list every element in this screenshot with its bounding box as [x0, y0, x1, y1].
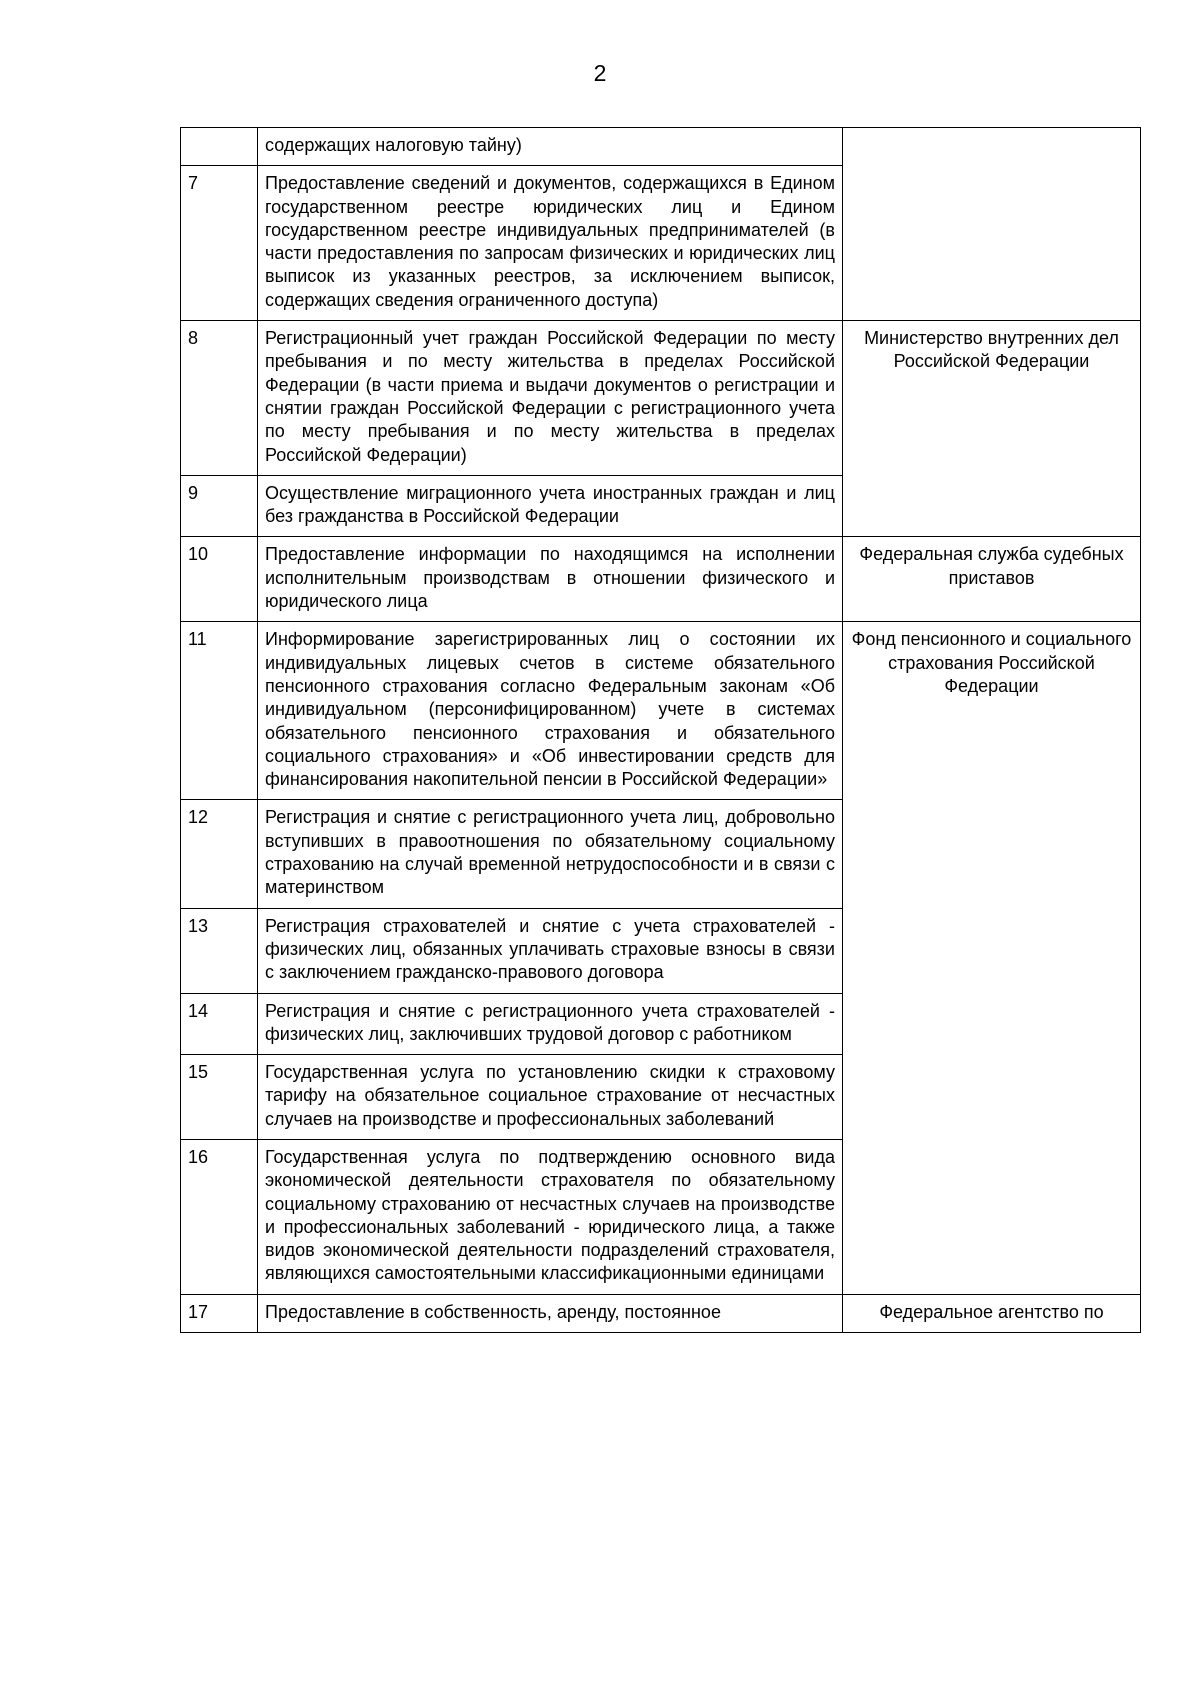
- table-row: [181, 622, 1141, 800]
- service-name: Регистрация и снятие с регистрационного учета страхователей - физических лиц, заключивших трудовой договор с работником: [258, 993, 843, 1055]
- row-number: 16: [181, 1139, 258, 1294]
- service-name: Предоставление сведений и документов, содержащихся в Едином государственном реестре юридических лиц и Едином государственном реестре индивидуальных предпринимателей (в части предоставления по запросам физических и юридических лиц выписок из указанных реестров, за исключением выписок, содержащих сведения ограниченного доступа): [258, 166, 843, 321]
- service-name: содержащих налоговую тайну): [258, 128, 843, 166]
- table-row: [181, 537, 1141, 622]
- agency-mvd: Министерство внутренних дел Российской Федерации: [843, 321, 1141, 537]
- row-number: 12: [181, 800, 258, 908]
- service-name: Предоставление в собственность, аренду, постоянное: [258, 1294, 843, 1332]
- row-number: 13: [181, 908, 258, 993]
- service-name: Регистрация страхователей и снятие с учета страхователей - физических лиц, обязанных уплачивать страховые взносы в связи с заключением гражданско-правового договора: [258, 908, 843, 993]
- table-row: [181, 128, 1141, 166]
- agency-sfr: Фонд пенсионного и социального страхования Российской Федерации: [843, 622, 1141, 1294]
- service-name: Государственная услуга по установлению скидки к страховому тарифу на обязательное социальное страхование от несчастных случаев на производстве и профессиональных заболеваний: [258, 1055, 843, 1140]
- service-name: Предоставление информации по находящимся на исполнении исполнительным производствам в отношении физического и юридического лица: [258, 537, 843, 622]
- row-number: 9: [181, 475, 258, 537]
- service-name: Регистрация и снятие с регистрационного учета лиц, добровольно вступивших в правоотношения по обязательному социальному страхованию на случай временной нетрудоспособности и в связи с материнством: [258, 800, 843, 908]
- table-row: [181, 321, 1141, 476]
- row-number: [181, 128, 258, 166]
- table-row: [181, 1294, 1141, 1332]
- service-name: Регистрационный учет граждан Российской Федерации по месту пребывания и по месту жительства в пределах Российской Федерации (в части приема и выдачи документов о регистрации и снятии граждан Российской Федерации с регистрационного учета по месту пребывания и по месту жительства в пределах Российской Федерации): [258, 321, 843, 476]
- service-name: Информирование зарегистрированных лиц о состоянии их индивидуальных лицевых счетов в системе обязательного пенсионного страхования согласно Федеральным законам «Об индивидуальном (персонифицированном) учете в системах обязательного пенсионного страхования и обязательного социального страхования» и «Об инвестировании средств для финансирования накопительной пенсии в Российской Федерации»: [258, 622, 843, 800]
- agency-fssp: Федеральная служба судебных приставов: [843, 537, 1141, 622]
- agency-cell-fns: [843, 128, 1141, 321]
- service-name: Осуществление миграционного учета иностранных граждан и лиц без гражданства в Российской Федерации: [258, 475, 843, 537]
- row-number: 10: [181, 537, 258, 622]
- service-name: Государственная услуга по подтверждению основного вида экономической деятельности страхователя по обязательному социальному страхованию от несчастных случаев на производстве и профессиональных заболеваний - юридического лица, а также видов экономической деятельности подразделений страхователя, являющихся самостоятельными классификационными единицами: [258, 1139, 843, 1294]
- page-number: 2: [593, 60, 607, 86]
- row-number: 11: [181, 622, 258, 800]
- row-number: 14: [181, 993, 258, 1055]
- row-number: 8: [181, 321, 258, 476]
- services-table: [180, 127, 1141, 1333]
- row-number: 17: [181, 1294, 258, 1332]
- agency-fa: Федеральное агентство по: [843, 1294, 1141, 1332]
- row-number: 15: [181, 1055, 258, 1140]
- row-number: 7: [181, 166, 258, 321]
